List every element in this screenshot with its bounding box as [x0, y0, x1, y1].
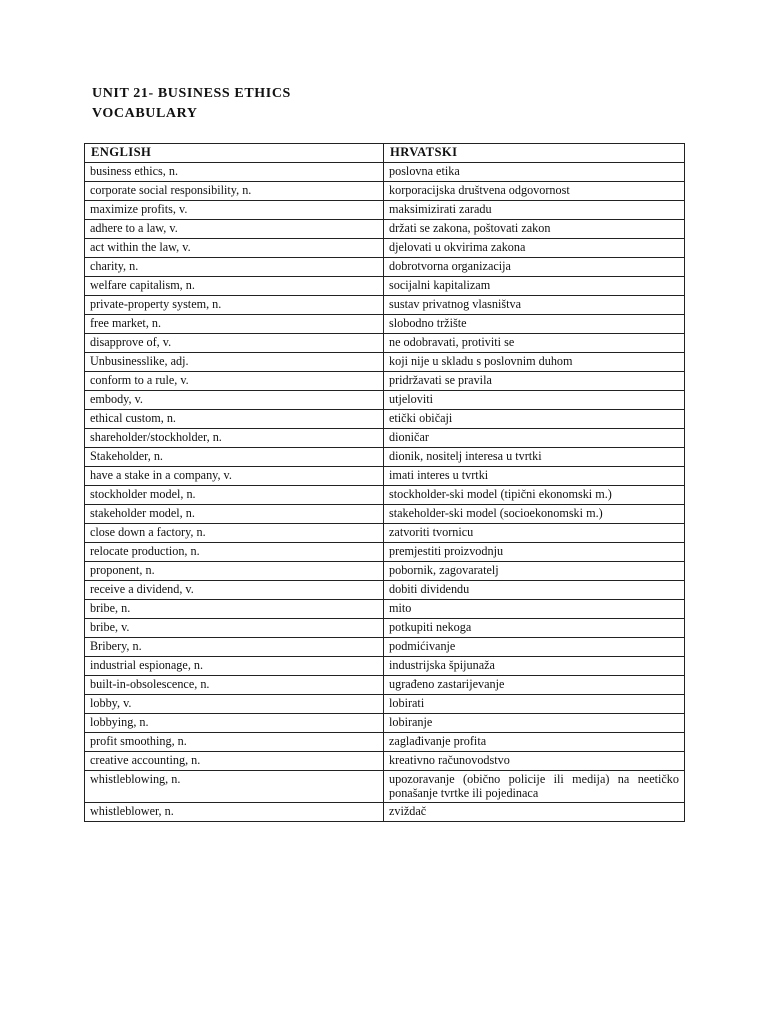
table-row — [85, 752, 685, 771]
table-row — [85, 163, 685, 182]
croatian-translation: poslovna etika — [384, 163, 685, 182]
table-row — [85, 353, 685, 372]
table-row — [85, 676, 685, 695]
croatian-translation: mito — [384, 600, 685, 619]
english-term: stakeholder model, n. — [85, 505, 384, 524]
croatian-translation: djelovati u okvirima zakona — [384, 239, 685, 258]
english-term: lobbying, n. — [85, 714, 384, 733]
english-term: proponent, n. — [85, 562, 384, 581]
croatian-translation: dobiti dividendu — [384, 581, 685, 600]
croatian-translation: dioničar — [384, 429, 685, 448]
english-term: conform to a rule, v. — [85, 372, 384, 391]
english-term: Stakeholder, n. — [85, 448, 384, 467]
table-row — [85, 714, 685, 733]
english-term: business ethics, n. — [85, 163, 384, 182]
croatian-translation: zviždač — [384, 803, 685, 822]
english-term: free market, n. — [85, 315, 384, 334]
table-row — [85, 372, 685, 391]
table-row — [85, 220, 685, 239]
croatian-translation: pridržavati se pravila — [384, 372, 685, 391]
croatian-translation: potkupiti nekoga — [384, 619, 685, 638]
croatian-translation: lobiranje — [384, 714, 685, 733]
table-row — [85, 239, 685, 258]
croatian-translation: zaglađivanje profita — [384, 733, 685, 752]
croatian-translation: podmićivanje — [384, 638, 685, 657]
table-row — [85, 448, 685, 467]
croatian-translation: upozoravanje (obično policije ili medija) na neetičko ponašanje tvrtke ili pojedinaca — [384, 771, 685, 803]
table-row — [85, 334, 685, 353]
vocabulary-table — [84, 143, 685, 822]
english-term: industrial espionage, n. — [85, 657, 384, 676]
english-term: relocate production, n. — [85, 543, 384, 562]
croatian-translation: pobornik, zagovaratelj — [384, 562, 685, 581]
english-term: ethical custom, n. — [85, 410, 384, 429]
table-row — [85, 296, 685, 315]
croatian-translation: ne odobravati, protiviti se — [384, 334, 685, 353]
column-header-hrvatski: HRVATSKI — [384, 144, 685, 163]
table-row — [85, 467, 685, 486]
english-term: Bribery, n. — [85, 638, 384, 657]
croatian-translation: dobrotvorna organizacija — [384, 258, 685, 277]
croatian-translation: premjestiti proizvodnju — [384, 543, 685, 562]
table-row — [85, 258, 685, 277]
table-row — [85, 486, 685, 505]
english-term: profit smoothing, n. — [85, 733, 384, 752]
header-row — [85, 144, 685, 163]
english-term: embody, v. — [85, 391, 384, 410]
table-row — [85, 619, 685, 638]
croatian-translation: etički običaji — [384, 410, 685, 429]
croatian-translation: stakeholder-ski model (socioekonomski m.) — [384, 505, 685, 524]
table-row — [85, 543, 685, 562]
english-term: maximize profits, v. — [85, 201, 384, 220]
english-term: whistleblower, n. — [85, 803, 384, 822]
croatian-translation: maksimizirati zaradu — [384, 201, 685, 220]
croatian-translation: slobodno tržište — [384, 315, 685, 334]
table-row — [85, 562, 685, 581]
table-row — [85, 600, 685, 619]
table-row — [85, 277, 685, 296]
table-row — [85, 657, 685, 676]
table-row — [85, 733, 685, 752]
croatian-translation: lobirati — [384, 695, 685, 714]
croatian-translation: industrijska špijunaža — [384, 657, 685, 676]
croatian-translation: utjeloviti — [384, 391, 685, 410]
table-row — [85, 638, 685, 657]
croatian-translation: socijalni kapitalizam — [384, 277, 685, 296]
page-subtitle: VOCABULARY — [92, 106, 198, 121]
croatian-translation: dionik, nositelj interesa u tvrtki — [384, 448, 685, 467]
english-term: private-property system, n. — [85, 296, 384, 315]
page-title: UNIT 21- BUSINESS ETHICS — [92, 86, 291, 101]
croatian-translation: ugrađeno zastarijevanje — [384, 676, 685, 695]
english-term: adhere to a law, v. — [85, 220, 384, 239]
english-term: disapprove of, v. — [85, 334, 384, 353]
vocabulary-table-header — [85, 144, 685, 163]
english-term: have a stake in a company, v. — [85, 467, 384, 486]
english-term: bribe, n. — [85, 600, 384, 619]
croatian-translation: kreativno računovodstvo — [384, 752, 685, 771]
croatian-translation: zatvoriti tvornicu — [384, 524, 685, 543]
table-row — [85, 410, 685, 429]
english-term: shareholder/stockholder, n. — [85, 429, 384, 448]
english-term: creative accounting, n. — [85, 752, 384, 771]
table-row — [85, 695, 685, 714]
croatian-translation: držati se zakona, poštovati zakon — [384, 220, 685, 239]
vocabulary-table-body — [85, 163, 685, 822]
table-row — [85, 182, 685, 201]
table-row — [85, 315, 685, 334]
column-header-english: ENGLISH — [85, 144, 384, 163]
croatian-translation: sustav privatnog vlasništva — [384, 296, 685, 315]
english-term: built-in-obsolescence, n. — [85, 676, 384, 695]
english-term: stockholder model, n. — [85, 486, 384, 505]
table-row — [85, 429, 685, 448]
croatian-translation: koji nije u skladu s poslovnim duhom — [384, 353, 685, 372]
croatian-translation: korporacijska društvena odgovornost — [384, 182, 685, 201]
english-term: close down a factory, n. — [85, 524, 384, 543]
english-term: Unbusinesslike, adj. — [85, 353, 384, 372]
english-term: welfare capitalism, n. — [85, 277, 384, 296]
table-row — [85, 803, 685, 822]
table-row — [85, 505, 685, 524]
table-row — [85, 524, 685, 543]
english-term: bribe, v. — [85, 619, 384, 638]
croatian-translation: stockholder-ski model (tipični ekonomski m.) — [384, 486, 685, 505]
english-term: whistleblowing, n. — [85, 771, 384, 803]
english-term: corporate social responsibility, n. — [85, 182, 384, 201]
croatian-translation: imati interes u tvrtki — [384, 467, 685, 486]
table-row — [85, 391, 685, 410]
table-row — [85, 201, 685, 220]
english-term: lobby, v. — [85, 695, 384, 714]
table-row — [85, 581, 685, 600]
english-term: act within the law, v. — [85, 239, 384, 258]
table-row — [85, 771, 685, 803]
english-term: charity, n. — [85, 258, 384, 277]
english-term: receive a dividend, v. — [85, 581, 384, 600]
